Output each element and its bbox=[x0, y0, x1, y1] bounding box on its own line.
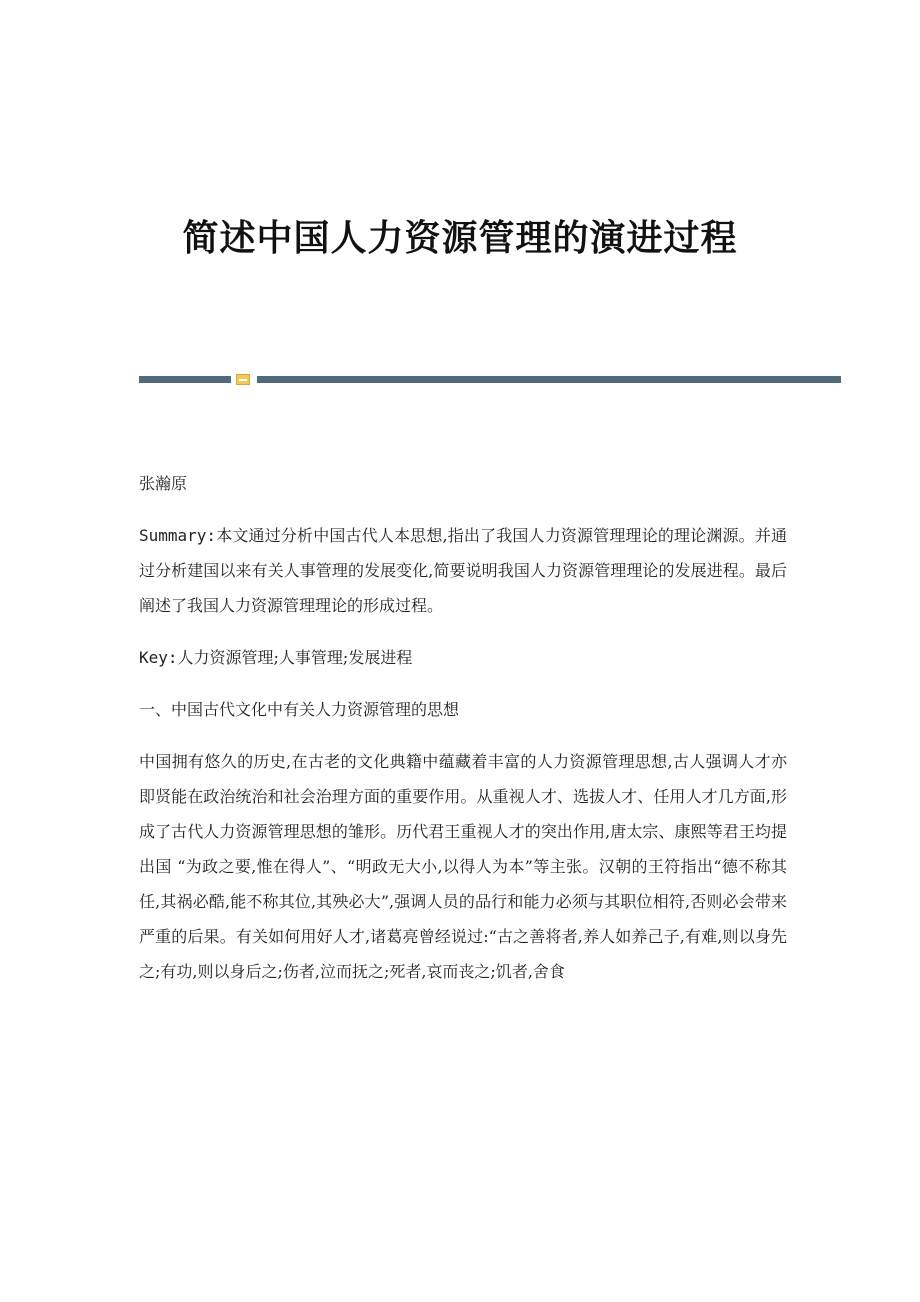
author-name: 张瀚原 bbox=[139, 474, 188, 493]
summary-text: 本文通过分析中国古代人本思想,指出了我国人力资源管理理论的理论渊源。并通过分析建国以来有关人事管理的发展变化,简要说明我国人力资源管理理论的发展进程。最后阐述了我国人力资源管理理论的形成过程。 bbox=[139, 526, 787, 615]
page-title: 简述中国人力资源管理的演进过程 bbox=[182, 217, 738, 260]
keywords-paragraph bbox=[139, 640, 787, 675]
body-paragraph: 中国拥有悠久的历史,在古老的文化典籍中蕴藏着丰富的人力资源管理思想,古人强调人才亦即贤能在政治统治和社会治理方面的重要作用。从重视人才、选拔人才、任用人才几方面,形成了古代人力资源管理思想的雏形。历代君王重视人才的突出作用,唐太宗、康熙等君王均提出国 “为政之要,惟在得人”、“明政无大小,以得人为本”等主张。汉朝的王符指出“德不称其任,其祸必酷,能不称其位,其殃必大”,强调人员的品行和能力必须与其职位相符,否则必会带来严重的后果。有关如何用好人才,诸葛亮曾经说过:“古之善将者,养人如养己子,有难,则以身先之;有功,则以身后之;伤者,泣而抚之;死者,哀而丧之;饥者,舍食 bbox=[139, 752, 787, 981]
section-heading: 一、中国古代文化中有关人力资源管理的思想 bbox=[139, 700, 460, 719]
document-body bbox=[139, 466, 787, 1002]
divider-bar-left bbox=[139, 376, 231, 383]
divider-marker-icon bbox=[236, 374, 250, 385]
keywords-text: 人力资源管理;人事管理;发展进程 bbox=[177, 648, 413, 667]
title-divider bbox=[139, 374, 841, 386]
summary-paragraph bbox=[139, 518, 787, 623]
summary-label: Summary: bbox=[139, 526, 217, 545]
divider-bar-right bbox=[257, 376, 841, 383]
keywords-label: Key: bbox=[139, 648, 178, 667]
